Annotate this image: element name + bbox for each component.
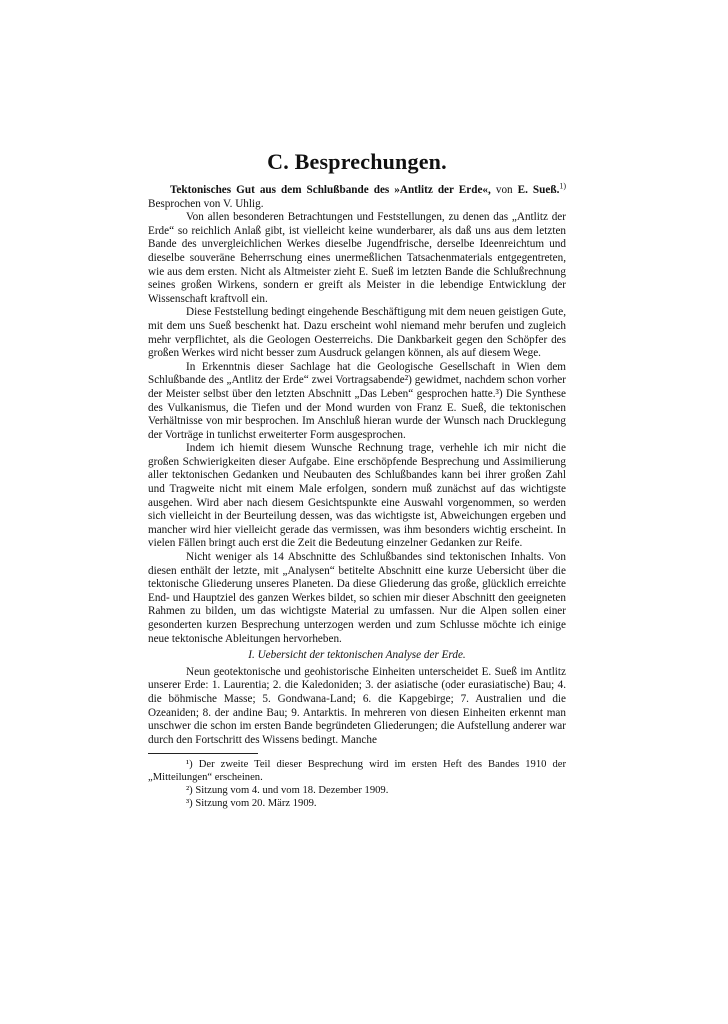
subsection-paragraph: Neun geotektonische und geohistorische Einheiten unterscheidet E. Sueß im Antlitz unserer Erde: 1. Laurentia; 2. die Kaledoniden; 3. der asiatische (oder eurasiatische) Bau; 4. die böhmische Masse; 5. Gondwana-Land; 6. die Kapgebirge; 7. Australien und die Ozeaniden; 8. der andine Bau; 9. Antarktis. In mehreren von diesen Einheiten erkennt man unschwer die schon im ersten Bande begründeten Gliederungen; die Aufstellung anderer war durch den Fortschritt des Wissens bedingt. Manche xyxy=(148,665,566,746)
article-by: von xyxy=(495,184,513,196)
footnote-1: ¹) Der zweite Teil dieser Besprechung wird im ersten Heft des Bandes 1910 der „Mitteilungen“ erscheinen. xyxy=(148,759,566,784)
paragraph-3: In Erkenntnis dieser Sachlage hat die Geologische Gesellschaft in Wien dem Schlußbande des „Antlitz der Erde“ zwei Vortragsabende²) gewidmet, nachdem schon vorher der Meister selbst über den letzten Abschnitt „Das Leben“ gesprochen hatte.³) Die Synthese des Vulkanismus, die Tiefen und der Mond wurden von Franz E. Sueß, die tektonischen Verhältnisse von mir besprochen. Im Anschluß hieran wurde der Wunsch nach Drucklegung der Vorträge in tunlichst erweiterter Form ausgesprochen. xyxy=(148,360,566,441)
footnote-divider xyxy=(148,753,258,754)
article-reviewer: Besprochen von V. Uhlig. xyxy=(148,197,264,210)
paragraph-4: Indem ich hiemit diesem Wunsche Rechnung trage, verhehle ich mir nicht die großen Schwierigkeiten dieser Aufgabe. Eine erschöpfende Besprechung und Assimilierung aller tektonischen Gedanken und Neubauten des Schlußbandes kann bei ihrer großen Zahl und Tragweite nicht mit einem Male erfolgen, sondern muß zunächst auf das wichtigste ausgehen. Wird aber nach diesem Gesichtspunkte eine Auswahl vorgenommen, so werden sich vielleicht in der Beurteilung dessen, was das wichtigste ist, Abweichungen ergeben und mancher wird hier vielleicht gerade das vermissen, was ihm besonders wichtig erscheint. In vielen Fällen bringt auch erst die Zeit die Bedeutung einzelner Gedanken zur Reife. xyxy=(148,442,566,550)
article-title: Tektonisches Gut aus dem Schlußbande des »Antlitz der Erde«, xyxy=(170,184,491,196)
paragraph-1: Von allen besonderen Betrachtungen und Feststellungen, zu denen das „Antlitz der Erde“ so reichlich Anlaß gibt, ist vielleicht keine wunderbarer, als daß uns aus dem letzten Bande des unvergleichlichen Werkes dieselbe Jugendfrische, derselbe Ideenreichtum und dieselbe souveräne Beherrschung eines unermeßlichen Tatsachenmaterials entgegentreten, wie aus dem ersten. Nicht als Altmeister zieht E. Sueß im letzten Bande die Schlußrechnung seines großen Wirkens, sondern er greift als Meister in die lebendige Entwicklung der Wissenschaft kraftvoll ein. xyxy=(148,211,566,305)
article-heading xyxy=(148,181,567,211)
footnote-3: ³) Sitzung vom 20. März 1909. xyxy=(186,798,317,810)
footnote-2: ²) Sitzung vom 4. und vom 18. Dezember 1909. xyxy=(186,785,389,797)
section-title: C. Besprechungen. xyxy=(267,149,447,174)
paragraph-5: Nicht weniger als 14 Abschnitte des Schlußbandes sind tektonischen Inhalts. Von diesen enthält der letzte, mit „Analysen“ betitelte Abschnitt eine kurze Uebersicht über die tektonische Gliederung unseres Planeten. Da diese Gliederung das große, glücklich erreichte End- und Hauptziel des ganzen Werkes bildet, so schien mir dieser Abschnitt den geeigneten Rahmen zu bilden, um das wichtigste Material zu umfassen. Nur die Alpen sollen einer gesonderten kurzen Besprechung unterzogen werden und zum Schlusse möchte ich einige neue tektonische Ableitungen hervorheben. xyxy=(148,551,566,645)
document-page xyxy=(148,140,566,810)
heading-footnote-mark: 1) xyxy=(559,181,567,191)
paragraph-2: Diese Feststellung bedingt eingehende Beschäftigung mit dem neuen geistigen Gute, mit dem uns Sueß beschenkt hat. Dazu erscheint wohl niemand mehr berufen und zugleich mehr verpflichtet, als die Geologen Oesterreichs. Die Dankbarkeit gegen den Schöpfer des großen Werkes wird nicht besser zum Ausdruck gelangen können, als auf diesem Wege. xyxy=(148,306,566,360)
subsection-title: I. Uebersicht der tektonischen Analyse der Erde. xyxy=(248,649,466,662)
article-author: E. Sueß. xyxy=(517,184,560,196)
